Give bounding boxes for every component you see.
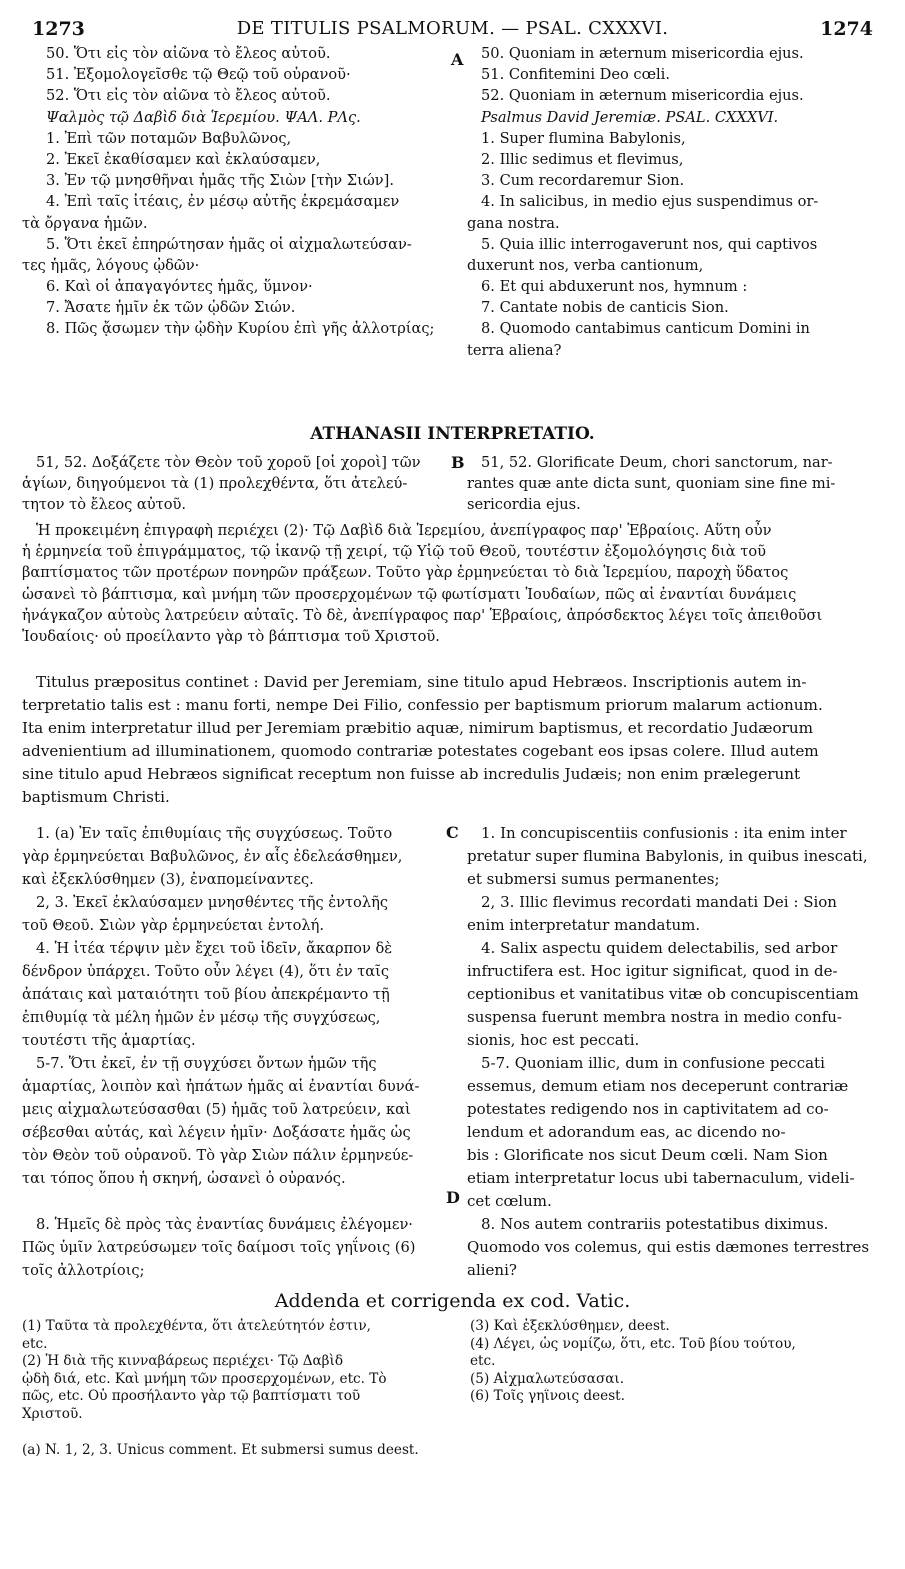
greek-paragraph-line: Ἡ προκειμένη ἐπιγραφὴ περιέχει (2)· Τῷ Δαβὶδ διὰ Ἱερεμίου, ἀνεπίγραφος παρ' Ἑβραίοις. Αὕτη οὖν <box>36 522 772 539</box>
psalm-latin-line: 3. Cum recordaremur Sion. <box>481 172 685 190</box>
commentary-latin-line: sionis, hoc est peccati. <box>467 1031 640 1049</box>
latin-paragraph-line: terpretatio talis est : manu forti, nempe Dei Filio, confessio per baptismum priorum malarum actionum. <box>22 696 823 714</box>
footnote-line: (3) Καὶ ἐξεκλύσθημεν, deest. <box>470 1318 670 1334</box>
margin-marker-a: A <box>451 50 464 69</box>
commentary-latin-line: et submersi sumus permanentes; <box>467 870 720 888</box>
latin-paragraph-line: advenientium ad illuminationem, quomodo contrariæ potestates cogebant eos ipsas colere. Illud autem <box>22 742 819 760</box>
commentary-greek-line: 4. Ἡ ἰτέα τέρψιν μὲν ἔχει τοῦ ἰδεῖν, ἄκαρπον δὲ <box>36 940 393 957</box>
commentary-latin-line: cet cœlum. <box>467 1192 552 1210</box>
psalm-latin-line: 6. Et qui abduxerunt nos, hymnum : <box>481 278 748 296</box>
commentary-latin-column <box>467 822 887 1282</box>
psalm-latin-line: gana nostra. <box>467 214 560 232</box>
psalm-latin-line: terra aliena? <box>467 341 562 359</box>
page-number-left: 1273 <box>32 18 85 40</box>
psalm-latin-title: Psalmus David Jeremiæ. PSAL. CXXXVI. <box>481 108 779 126</box>
psalm-greek-line: 50. Ὅτι εἰς τὸν αἰῶνα τὸ ἔλεος αὐτοῦ. <box>46 45 331 62</box>
latin-paragraph-line: Titulus præpositus continet : David per Jeremiam, sine titulo apud Hebræos. Inscriptionis autem in- <box>36 673 807 691</box>
footnote-line: (4) Λέγει, ὡς νομίζω, ὅτι, etc. Τοῦ βίου τούτου, <box>470 1335 796 1352</box>
commentary-greek-line: τὸν Θεὸν τοῦ οὐρανοῦ. Τὸ γὰρ Σιὼν πάλιν ἑρμηνεύε- <box>22 1147 414 1164</box>
commentary-greek-line: μεις αἰχμαλωτεύσασθαι (5) ἡμᾶς τοῦ λατρεύειν, καὶ <box>22 1101 411 1118</box>
interpretation-latin-line: 51, 52. Glorificate Deum, chori sanctorum, nar- <box>481 454 833 471</box>
margin-marker-c: C <box>446 823 459 842</box>
commentary-latin-line: 2, 3. Illic flevimus recordati mandati Dei : Sion <box>481 893 837 911</box>
commentary-latin-line: ceptionibus et vanitatibus vitæ ob concupiscentiam <box>467 985 859 1003</box>
commentary-latin-line: suspensa fuerunt membra nostra in medio confu- <box>467 1008 842 1026</box>
running-title: DE TITULIS PSALMORUM. — PSAL. CXXXVI. <box>236 18 669 39</box>
commentary-latin-line: 8. Nos autem contrariis potestatibus diximus. <box>481 1215 829 1233</box>
psalm-greek-line: 1. Ἐπὶ τῶν ποταμῶν Βαβυλῶνος, <box>46 129 292 147</box>
margin-marker-b: B <box>451 453 465 472</box>
psalm-latin-line: 1. Super flumina Babylonis, <box>481 129 686 147</box>
commentary-greek-column <box>22 822 448 1282</box>
footnote-a <box>22 1442 622 1460</box>
commentary-latin-line: 4. Salix aspectu quidem delectabilis, sed arbor <box>481 939 838 957</box>
commentary-latin-line: pretatur super flumina Babylonis, in quibus inescati, <box>467 847 868 865</box>
commentary-greek-line: ἀπάταις καὶ ματαιότητι τοῦ βίου ἀπεκρέμαντο τῇ <box>22 986 390 1003</box>
psalm-latin-line: duxerunt nos, verba cantionum, <box>467 256 704 274</box>
psalm-latin-line: 7. Cantate nobis de canticis Sion. <box>481 299 729 317</box>
page-number-right: 1274 <box>820 18 873 40</box>
section-heading: ATHANASII INTERPRETATIO. <box>310 424 595 444</box>
psalm-greek-column <box>22 43 448 340</box>
commentary-greek-line: ἁμαρτίας, λοιπὸν καὶ ἠπάτων ἡμᾶς αἱ ἐναντίαι δυνά- <box>22 1078 420 1095</box>
commentary-greek-line: 2, 3. Ἐκεῖ ἐκλαύσαμεν μνησθέντες τῆς ἐντολῆς <box>36 894 389 911</box>
commentary-latin-line: alieni? <box>467 1261 517 1279</box>
psalm-greek-line: τὰ ὄργανα ἡμῶν. <box>22 214 148 232</box>
footnote-line: (6) Τοῖς γηΐνοις deest. <box>470 1388 625 1404</box>
commentary-greek-line: σέβεσθαι αὐτάς, καὶ λέγειν ἡμῖν· Δοξάσατε ἡμᾶς ὡς <box>22 1124 411 1141</box>
psalm-latin-line: 8. Quomodo cantabimus canticum Domini in <box>481 320 810 338</box>
interpretation-latin <box>467 452 887 516</box>
psalm-greek-line: 51. Ἐξομολογεῖσθε τῷ Θεῷ τοῦ οὐρανοῦ· <box>46 66 351 84</box>
footnote-line: (1) Ταῦτα τὰ προλεχθέντα, ὅτι ἀτελεύτητόν ἐστιν, <box>22 1318 371 1334</box>
footnotes-left <box>22 1318 452 1423</box>
latin-paragraph-line: baptismum Christi. <box>22 788 170 806</box>
commentary-greek-line: ἐπιθυμίᾳ τὰ μέλη ἡμῶν ἐν μέσῳ τῆς συγχύσεως, <box>22 1009 381 1026</box>
psalm-latin-line: 52. Quoniam in æternum misericordia ejus. <box>481 87 804 105</box>
psalm-greek-line: 7. Ἄσατε ἡμῖν ἐκ τῶν ᾠδῶν Σιών. <box>46 299 296 317</box>
psalm-greek-title: Ψαλμὸς τῷ Δαβὶδ διὰ Ἱερεμίου. ΨΑΛ. ΡΛς. <box>46 108 361 126</box>
greek-paragraph-line: ὡσανεὶ τὸ βάπτισμα, καὶ μνήμη τῶν προσερχομένων τῷ φωτίσματι Ἰουδαίων, πῶς αἱ ἐναντίαι δυνάμεις <box>22 585 797 603</box>
psalm-latin-line: 2. Illic sedimus et flevimus, <box>481 150 684 168</box>
margin-marker-d: D <box>446 1188 460 1207</box>
interpretation-greek-line: ἁγίων, διηγούμενοι τὰ (1) προλεχθέντα, ὅτι ἀτελεύ- <box>22 475 408 493</box>
commentary-latin-line: infructifera est. Hoc igitur significat, quod in de- <box>467 962 838 980</box>
interpretation-greek-line: τητον τὸ ἔλεος αὐτοῦ. <box>22 496 187 514</box>
greek-paragraph-line: βαπτίσματος τῶν προτέρων πονηρῶν πράξεων. Τοῦτο γὰρ ἑρμηνεύεται τὸ διὰ Ἱερεμίου, παροχὴ ὕδατος <box>22 564 789 582</box>
commentary-greek-line: ται τόπος ὅπου ἡ σκηνή, ὡσανεὶ ὁ οὐρανός. <box>22 1170 346 1187</box>
commentary-greek-line: 8. Ἡμεῖς δὲ πρὸς τὰς ἐναντίας δυνάμεις ἐλέγομεν· <box>36 1216 413 1233</box>
footnote-line: (2) Ἡ διὰ τῆς κινναβάρεως περιέχει· Τῷ Δαβὶδ <box>22 1353 344 1369</box>
psalm-greek-line: 8. Πῶς ᾄσωμεν τὴν ᾠδὴν Κυρίου ἐπὶ γῆς ἀλλοτρίας; <box>46 320 435 338</box>
commentary-latin-line: potestates redigendo nos in captivitatem ad co- <box>467 1100 829 1118</box>
full-width-greek-paragraph <box>22 520 887 647</box>
commentary-greek-line: 1. (a) Ἐν ταῖς ἐπιθυμίαις τῆς συγχύσεως. Τοῦτο <box>36 825 393 842</box>
psalm-greek-line: 3. Ἐν τῷ μνησθῆναι ἡμᾶς τῆς Σιὼν [τὴν Σιών]. <box>46 172 394 190</box>
greek-paragraph-line: Ἰουδαίοις· οὐ προείλαντο γὰρ τὸ βάπτισμα τοῦ Χριστοῦ. <box>22 627 440 645</box>
running-header <box>32 18 873 42</box>
interpretation-greek-line: 51, 52. Δοξάζετε τὸν Θεὸν τοῦ χοροῦ [οἱ χοροὶ] τῶν <box>36 454 421 471</box>
commentary-latin-line: enim interpretatur mandatum. <box>467 916 701 934</box>
footnote-line: ᾠδὴ διά, etc. Καὶ μνήμη τῶν προσερχομένων, etc. Τὸ <box>22 1370 387 1387</box>
commentary-latin-line: essemus, demum etiam nos deceperunt contrariæ <box>467 1077 849 1095</box>
interpretation-latin-line: rantes quæ ante dicta sunt, quoniam sine fine mi- <box>467 475 836 493</box>
footnote-line: etc. <box>22 1335 48 1352</box>
commentary-greek-line: τοῦ Θεοῦ. Σιὼν γὰρ ἑρμηνεύεται ἐντολή. <box>22 917 325 934</box>
psalm-greek-line: 6. Καὶ οἱ ἀπαγαγόντες ἡμᾶς, ὕμνον· <box>46 278 313 296</box>
addenda-title: Addenda et corrigenda ex cod. Vatic. <box>274 1290 631 1312</box>
commentary-greek-line: Πῶς ὑμῖν λατρεύσωμεν τοῖς δαίμοσι τοῖς γηΐνοις (6) <box>22 1239 416 1256</box>
interpretation-greek <box>22 452 448 516</box>
psalm-latin-column <box>467 43 887 361</box>
commentary-greek-line: γὰρ ἑρμηνεύεται Βαβυλῶνος, ἐν αἷς ἐδελεάσθημεν, <box>22 848 403 865</box>
psalm-greek-line: 4. Ἐπὶ ταῖς ἰτέαις, ἐν μέσῳ αὐτῆς ἐκρεμάσαμεν <box>46 193 400 211</box>
footnote-line: Χριστοῦ. <box>22 1405 83 1422</box>
commentary-latin-line: lendum et adorandum eas, ac dicendo no- <box>467 1123 786 1141</box>
latin-paragraph-line: sine titulo apud Hebræos significat receptum non fuisse ab incredulis Judæis; non enim prælegerunt <box>22 765 801 783</box>
psalm-latin-line: 4. In salicibus, in medio ejus suspendimus or- <box>481 193 819 211</box>
footnote-line: πῶς, etc. Οὐ προσήλαντο γὰρ τῷ βαπτίσματι τοῦ <box>22 1388 361 1404</box>
commentary-greek-line: καὶ ἐξεκλύσθημεν (3), ἐναπομείναντες. <box>22 871 314 888</box>
psalm-greek-line: 52. Ὅτι εἰς τὸν αἰῶνα τὸ ἔλεος αὐτοῦ. <box>46 87 331 105</box>
commentary-latin-line: 1. In concupiscentiis confusionis : ita enim inter <box>481 824 847 842</box>
greek-paragraph-line: ἡ ἑρμηνεία τοῦ ἐπιγράμματος, τῷ ἱκανῷ τῇ χειρί, τῷ Υἱῷ τοῦ Θεοῦ, τουτέστιν ἐξομολόγησις διὰ τοῦ <box>22 543 766 561</box>
latin-paragraph-line: Ita enim interpretatur illud per Jeremiam præbitio aquæ, nimirum baptismus, et recordatio Judæorum <box>22 719 814 737</box>
psalm-latin-line: 51. Confitemini Deo cœli. <box>481 66 670 84</box>
commentary-greek-line: δένδρον ὑπάρχει. Τοῦτο οὖν λέγει (4), ὅτι ἐν ταῖς <box>22 963 390 980</box>
greek-paragraph-line: ἠνάγκαζον αὐτοὺς λατρεύειν αὐταῖς. Τὸ δὲ, ἀνεπίγραφος παρ' Ἑβραίοις, ἀπρόσδεκτος λέγει τοῖς ἀπειθοῦσι <box>22 606 823 624</box>
commentary-latin-line: etiam interpretatur locus ubi tabernaculum, videli- <box>467 1169 855 1187</box>
footnote-line: etc. <box>470 1353 496 1369</box>
commentary-latin-line: bis : Glorificate nos sicut Deum cœli. Nam Sion <box>467 1146 828 1164</box>
psalm-latin-line: 50. Quoniam in æternum misericordia ejus. <box>481 45 804 62</box>
footnote-a-line: (a) N. 1, 2, 3. Unicus comment. Et submersi sumus deest. <box>22 1442 419 1458</box>
commentary-greek-line: 5-7. Ὅτι ἐκεῖ, ἐν τῇ συγχύσει ὄντων ἡμῶν τῆς <box>36 1055 377 1072</box>
commentary-greek-spacer <box>22 1190 448 1213</box>
psalm-greek-line: 5. Ὅτι ἐκεῖ ἐπηρώτησαν ἡμᾶς οἱ αἰχμαλωτεύσαν- <box>46 235 412 253</box>
commentary-latin-line: 5-7. Quoniam illic, dum in confusione peccati <box>481 1054 825 1072</box>
psalm-greek-line: τες ἡμᾶς, λόγους ᾠδῶν· <box>22 256 200 274</box>
psalm-latin-line: 5. Quia illic interrogaverunt nos, qui captivos <box>481 235 818 253</box>
interpretation-latin-line: sericordia ejus. <box>467 496 581 514</box>
commentary-greek-line: τουτέστι τῆς ἁμαρτίας. <box>22 1032 196 1049</box>
full-width-latin-paragraph <box>22 672 887 810</box>
footnote-line: (5) Αἰχμαλωτεύσασαι. <box>470 1370 625 1387</box>
psalm-greek-line: 2. Ἐκεῖ ἐκαθίσαμεν καὶ ἐκλαύσαμεν, <box>46 150 321 168</box>
commentary-latin-line: Quomodo vos colemus, qui estis dæmones terrestres <box>467 1238 870 1256</box>
commentary-greek-line: τοῖς ἀλλοτρίοις; <box>22 1262 145 1279</box>
footnotes-right <box>470 1318 890 1406</box>
